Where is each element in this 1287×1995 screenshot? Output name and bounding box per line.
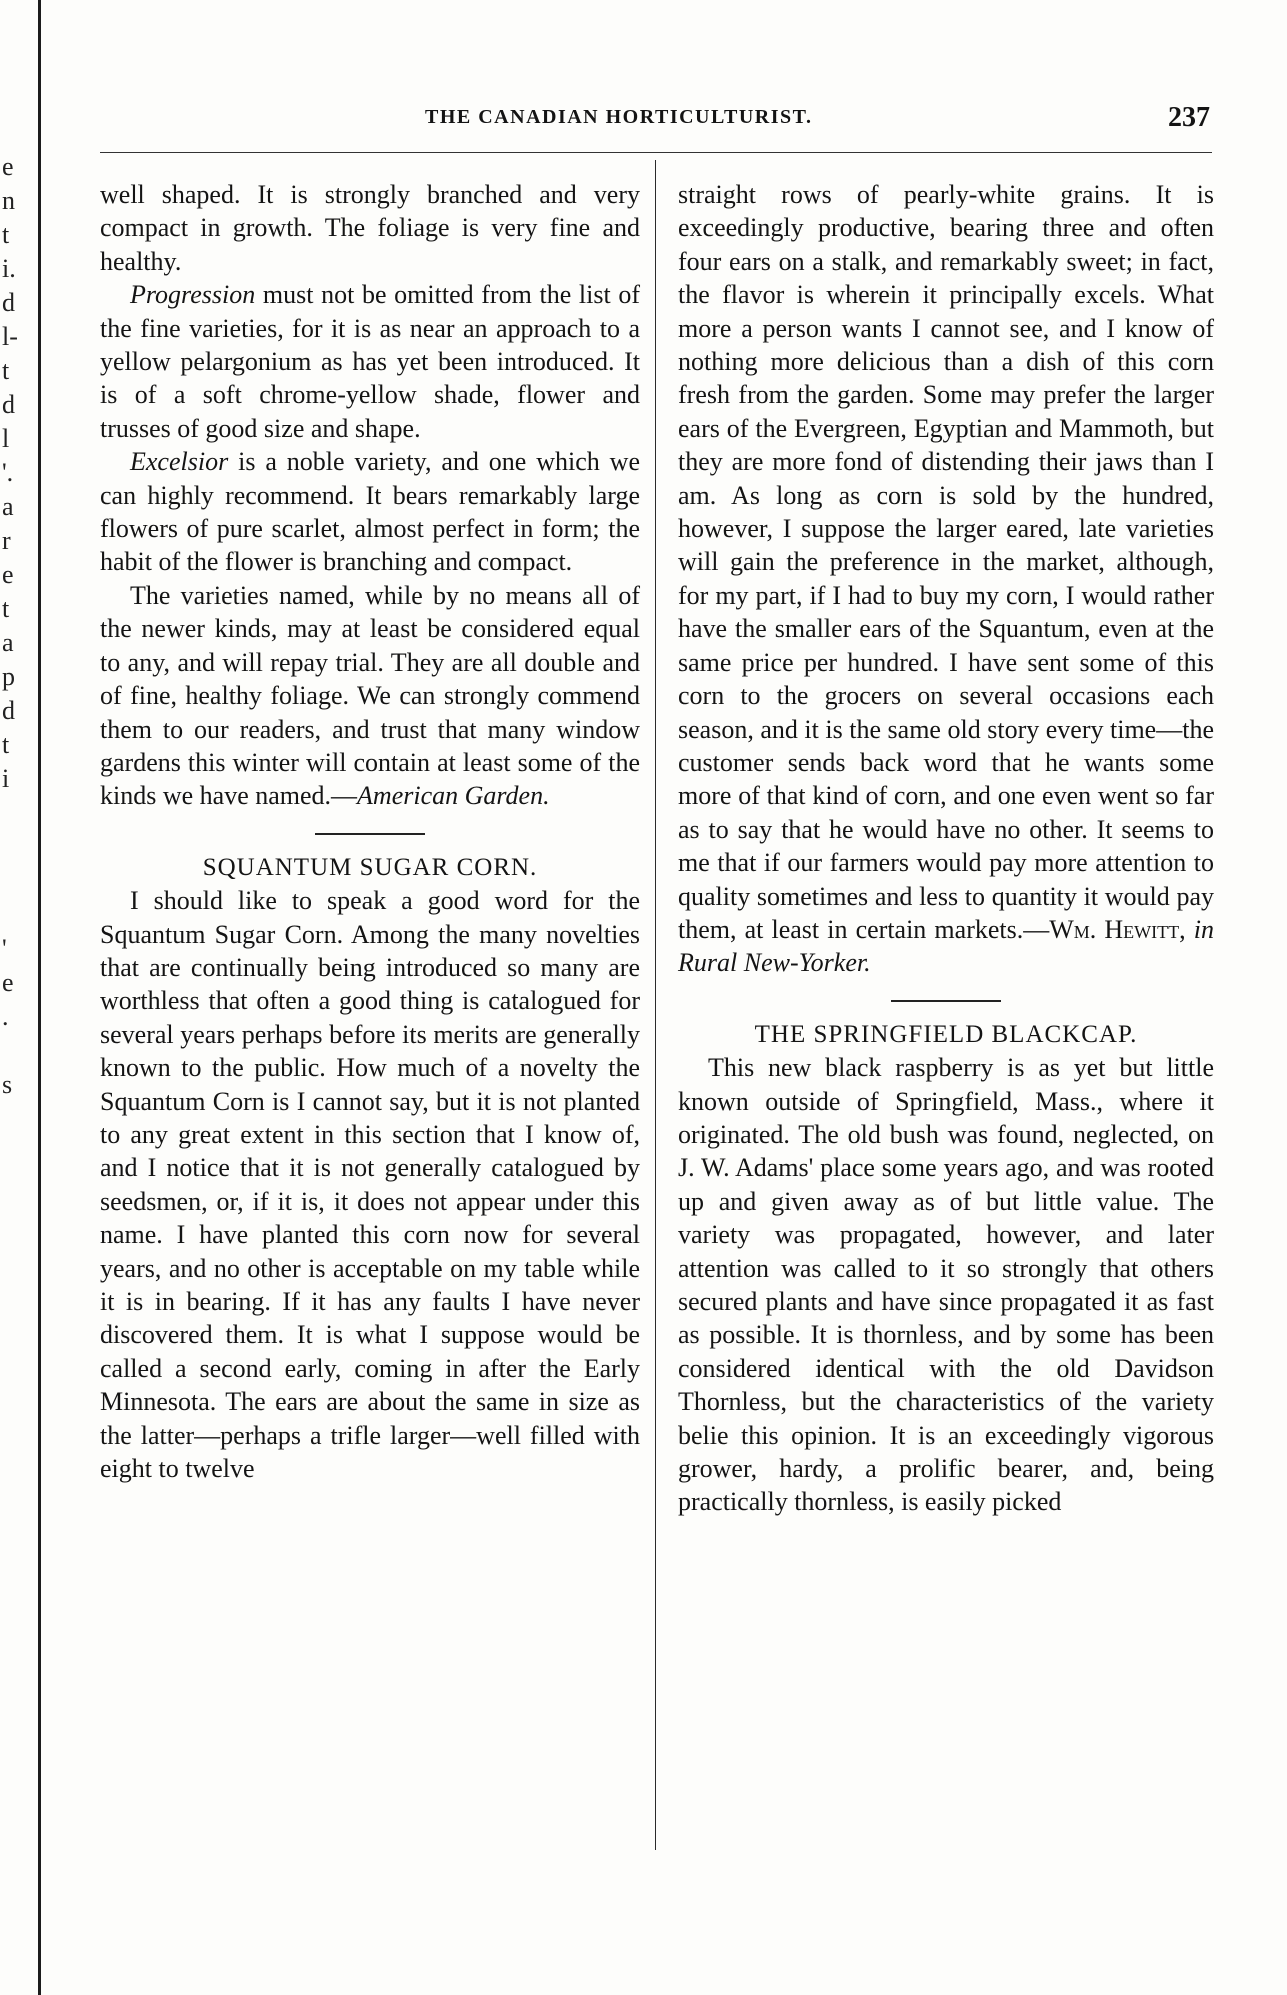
bleed-letter [2,864,22,898]
bleed-letter: n [2,186,15,215]
bleed-letter: r [2,526,11,555]
bleed-letter [2,796,22,830]
bleed-letter: d [2,288,15,317]
column-divider [655,160,656,1850]
paragraph-progression [100,278,640,445]
bleed-letter: t [2,356,10,385]
bleed-letter: . [2,1002,9,1031]
page-number: 237 [1168,102,1210,133]
bleed-letter: t [2,220,10,249]
bleed-letter: p [2,662,15,691]
bleed-letter: t [2,594,10,623]
paragraph-text: The varieties named, while by no means all of the newer kinds, may at least be considered equal to any, and will repay trial. They are all double and of fine, healthy foliage. We can strongly commend them to our readers, and trust that many window gardens this winter will contain at least some of the kinds we have named.— [100,580,640,811]
bleed-letter [2,1034,22,1068]
right-column [678,178,1214,1519]
running-header [80,102,1210,136]
section-rule [891,1000,1001,1002]
paragraph: well shaped. It is strongly branched and very compact in growth. The foliage is very fine and healthy. [100,180,640,276]
paragraph-text: must not be omitted from the list of the fine varieties, for it is as near an approach to a yellow pelargonium as has yet been introduced. It is of a soft chrome-yellow shade, flower and trusses of good size and shape. [100,280,640,443]
journal-title: THE CANADIAN HORTICULTURIST. [425,106,813,128]
bleed-letter: e [2,152,14,181]
bleed-letter [2,898,22,932]
left-column [100,178,640,1485]
section-title-squantum: SQUANTUM SUGAR CORN. [202,853,538,881]
paragraph-squantum-cont [678,178,1214,980]
source-credit: in Rural New-Yorker. [678,914,1214,978]
bleed-letter: ' [2,934,7,963]
paragraph-varieties [100,579,640,813]
paragraph-squantum: I should like to speak a good word for the Squantum Sugar Corn. Among the many novelties that are continually being introduced so many are worthless that often a good thing is catalogued for several years perhaps before its merits are generally known to the public. How much of a novelty the Squantum Corn is I cannot say, but it is not planted to any great extent in this section that I know of, and I notice that it is not generally catalogued by seedsmen, or, if it is, it does not appear under this name. I have planted this corn now for several years, and no other is acceptable on my table while it is in bearing. If it has any faults I have never discovered them. It is what I suppose would be called a second early, coming in after the Early Minnesota. The ears are about the same in size as the latter—perhaps a trifle larger—well filled with eight to twelve [100,886,640,1484]
source-credit: American Garden. [357,781,550,811]
header-rule [100,152,1212,153]
bleed-letter: l- [2,322,18,351]
paragraph-blackcap: This new black raspberry is as yet but little known outside of Springfield, Mass., where it originated. The old bush was found, neglected, on J. W. Adams' place some years ago, and was rooted up and given away as of but little value. The variety was propagated, however, and later attention was called to it so strongly that others secured plants and have since propagated it as fast as possible. It is thornless, and by some has been considered identical with the old Davidson Thornless, but the characteristics of the variety belie this opinion. It is an exceedingly vigorous grower, hardy, a prolific bearer, and, being practically thornless, is easily picked [678,1053,1214,1517]
bleed-letter: d [2,696,15,725]
section-title-blackcap: THE SPRINGFIELD BLACKCAP. [754,1020,1138,1048]
variety-name: Excelsior [130,447,229,477]
bleed-letter: s [2,1070,13,1099]
page-margin-rule [38,0,41,1995]
bleed-letter [2,830,22,864]
section-rule [315,833,425,835]
facing-page-bleed [2,150,22,1102]
paragraph-text: straight rows of pearly-white grains. It is exceedingly productive, bearing three and often four ears on a stalk, and remarkably sweet; in fact, the flavor is wherein it principally excels. What more a person wants I cannot see, and I know of nothing more delicious than a dish of this corn fresh from the garden. Some may prefer the larger ears of the Evergreen, Egyptian and Mammoth, but they are more fond of distending their jaws than I am. As long as corn is sold by the hundred, however, I suppose the larger eared, late varieties will gain the preference in the market, although, for my part, if I had to buy my corn, I would rather have the smaller ears of the Squantum, even at the same price per hundred. I have sent some of this corn to the grocers on several occasions each season, and it is the same old story every time—the customer sends back word that he wants some more of that kind of corn, and one even went so far as to say that he would have no other. It seems to me that if our farmers would pay more attention to quality sometimes and less to quantity it would pay them, at least in certain markets.— [678,180,1214,944]
bleed-letter: l [2,424,10,453]
bleed-letter: '. [2,458,14,487]
bleed-letter: i. [2,254,16,283]
author-name: Wm. Hewitt, [1049,914,1186,944]
bleed-letter: d [2,390,15,419]
paragraph-text: is a noble variety, and one which we can highly recommend. It bears remarkably large flowers of pure scarlet, almost perfect in form; the habit of the flower is branching and compact. [100,447,640,577]
variety-name: Progression [130,280,256,310]
bleed-letter: a [2,628,14,657]
bleed-letter: e [2,968,14,997]
bleed-letter: t [2,730,10,759]
bleed-letter: i [2,764,10,793]
bleed-letter: a [2,492,14,521]
bleed-letter: e [2,560,14,589]
paragraph-excelsior [100,445,640,579]
